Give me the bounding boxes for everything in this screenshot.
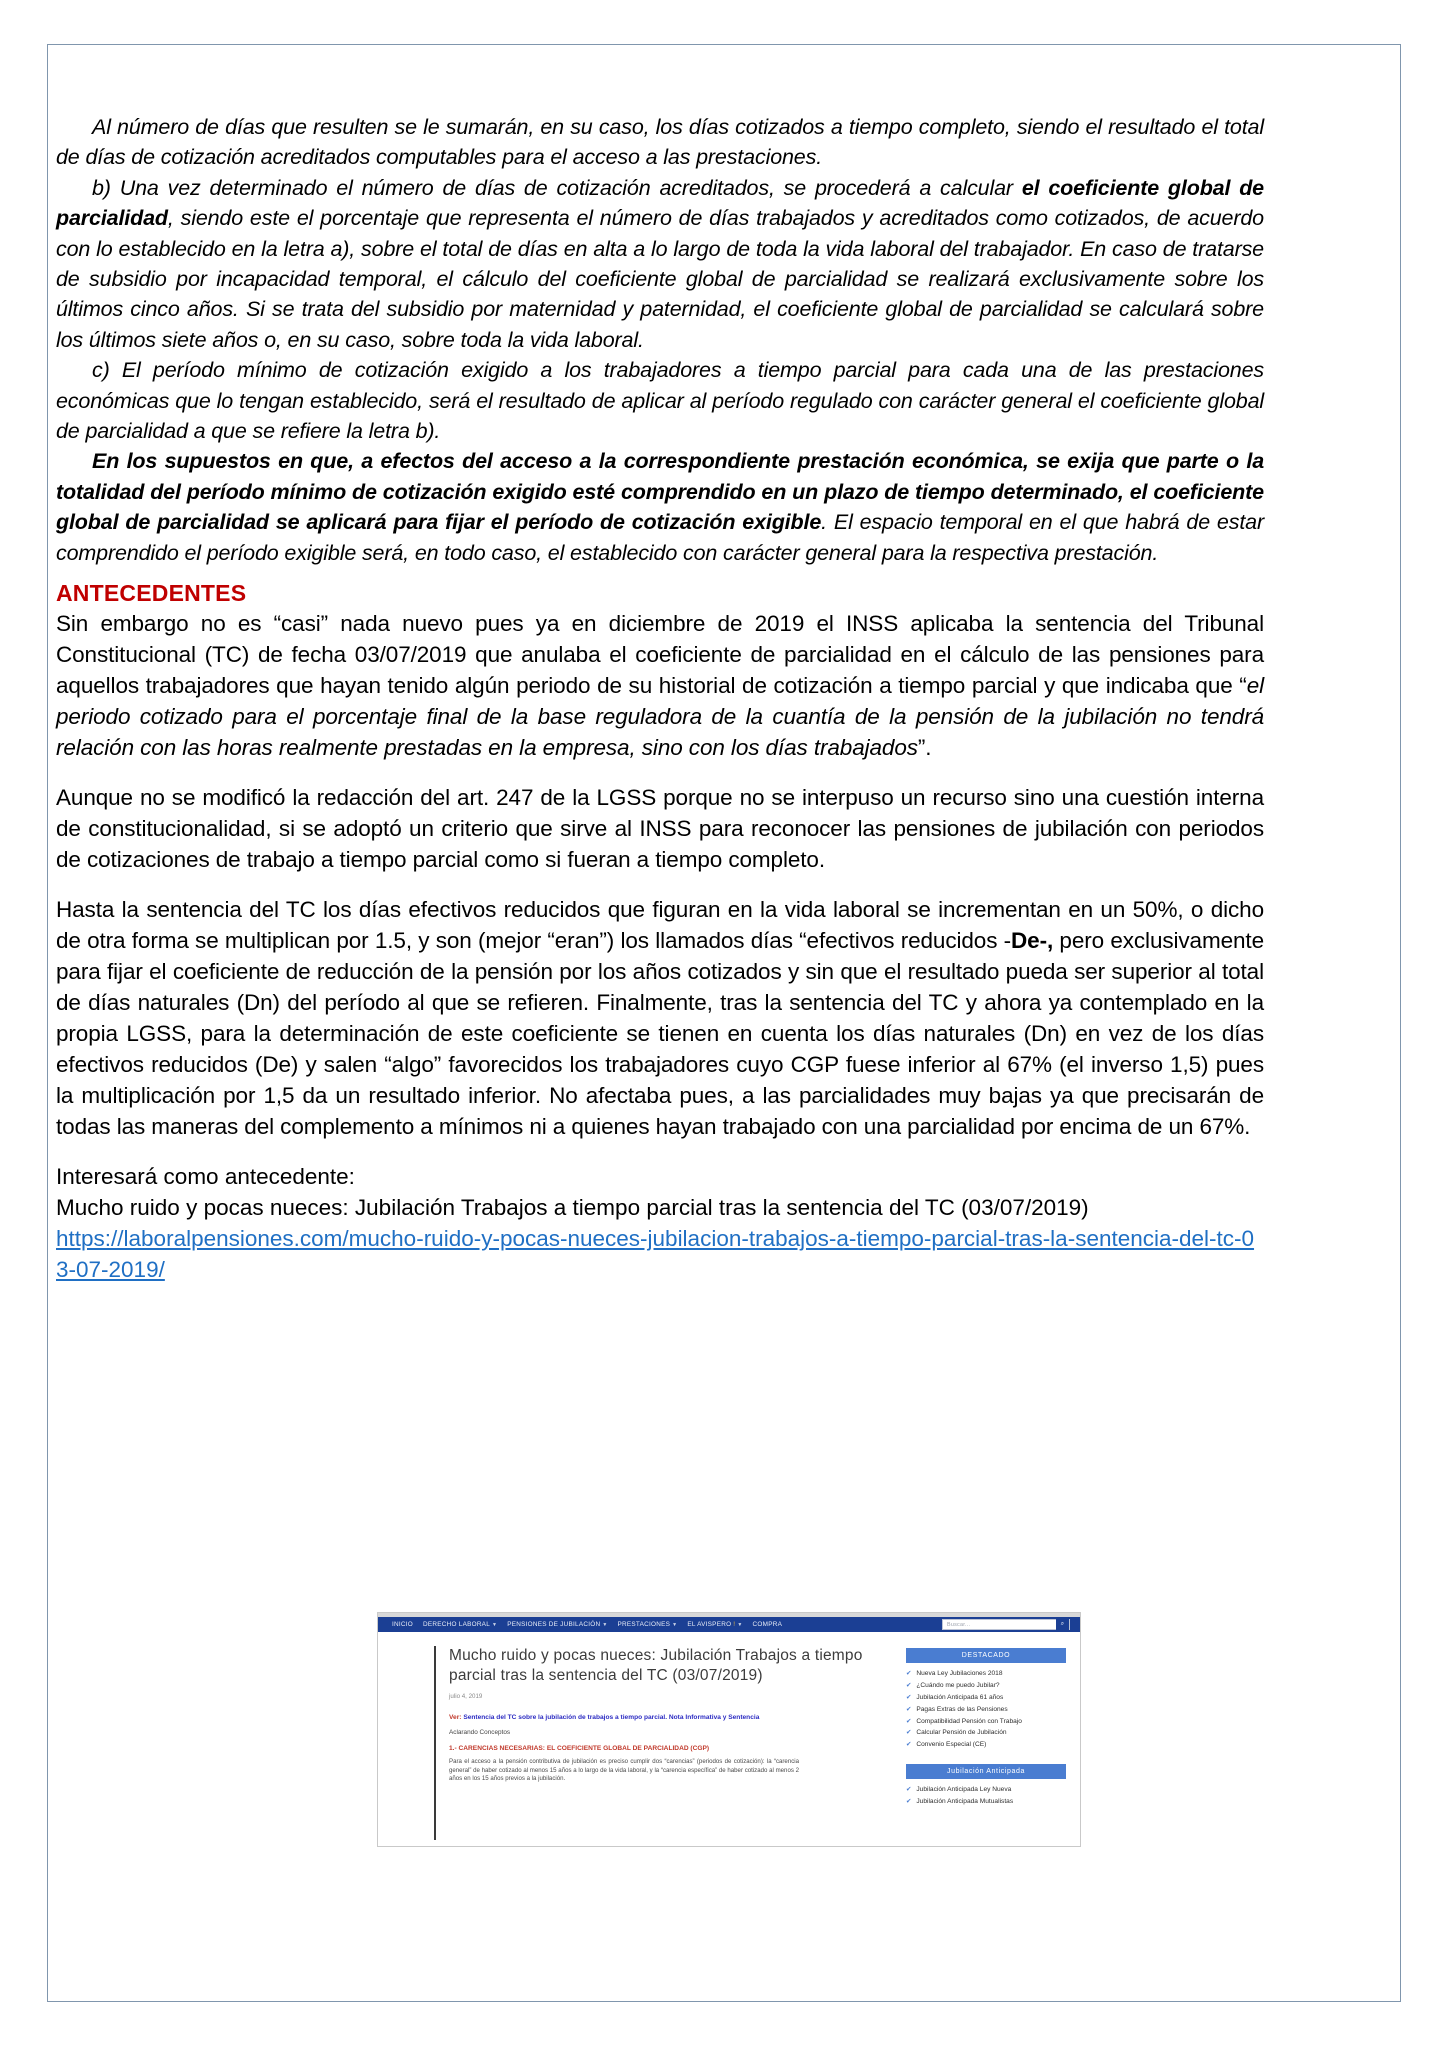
chevron-down-icon: ▼ <box>737 1621 743 1628</box>
reference-link-wrap <box>56 1223 1264 1285</box>
antecedentes-p3-b: pero exclusivamente para fijar el coeficiente de reducción de la pensión por los años cotizados y sin que el resultado pueda ser superior al total de días naturales (Dn) del período al que se refieren. Finalmente, tras la sentencia del TC y ahora ya contemplado en la propia LGSS, para la determinación de este coeficiente se tienen en cuenta los días naturales (Dn) en vez de los días efectivos reducidos (De) y salen “algo” favorecidos los trabajadores cuyo CGP fuese inferior al 67% (el inverso 1,5) pues la multiplicación por 1,5 da un resultado inferior. No afectaba pues, a las parcialidades muy bajas ya que precisarán de todas las maneras del complemento a mínimos ni a quienes hayan trabajado con una parcialidad por encima de un 67%. <box>56 928 1265 1140</box>
list-item[interactable] <box>906 1797 1066 1806</box>
list-item[interactable] <box>906 1681 1066 1690</box>
sidebar-widget-jubilacion-title: Jubilación Anticipada <box>906 1764 1066 1779</box>
nav-item-prestaciones-label: PRESTACIONES <box>617 1621 671 1628</box>
list-item-label: Jubilación Anticipada 61 años <box>916 1693 1004 1701</box>
nav-item-pensiones-label: PENSIONES DE JUBILACIÓN <box>507 1621 601 1628</box>
check-icon: ✔ <box>906 1798 912 1806</box>
search-input-placeholder[interactable]: Buscar... <box>947 1621 971 1628</box>
legal-paragraph-b <box>56 173 1264 355</box>
antecedentes-paragraph-4: Interesará como antecedente: <box>56 1164 355 1190</box>
site-navbar <box>378 1617 1080 1632</box>
article-column <box>436 1632 900 1847</box>
check-icon: ✔ <box>906 1729 912 1737</box>
list-item-label: Jubilación Anticipada Ley Nueva <box>916 1786 1012 1794</box>
embedded-website-screenshot <box>377 1612 1081 1847</box>
list-item[interactable] <box>906 1740 1066 1749</box>
chevron-down-icon: ▼ <box>672 1621 678 1628</box>
legal-paragraph-b-post: , siendo este el porcentaje que representa el número de días trabajados y acreditados como cotizados, de acuerdo con lo establecido en la letra a), sobre el total de días en alta a lo largo de toda la vida laboral del trabajador. En caso de tratarse de subsidio por incapacidad temporal, el cálculo del coeficiente global de parcialidad se realizará exclusivamente sobre los últimos cinco años. Si se trata del subsidio por maternidad y paternidad, el coeficiente global de parcialidad se calculará sobre los últimos siete años o, en su caso, sobre toda la vida laboral. <box>56 206 1264 352</box>
legal-paragraph-c-text: c) El período mínimo de cotización exigido a los trabajadores a tiempo parcial para cada una de las prestaciones económicas que lo tengan establecido, será el resultado de aplicar al período regulado con carácter general el coeficiente global de parcialidad a que se refiere la letra b). <box>56 358 1264 444</box>
site-sidebar <box>900 1632 1080 1847</box>
sidebar-widget-destacado-title: DESTACADO <box>906 1648 1066 1663</box>
legal-paragraph-c <box>56 355 1264 446</box>
list-item-label: Nueva Ley Jubilaciones 2018 <box>916 1670 1003 1677</box>
check-icon: ✔ <box>906 1741 912 1749</box>
article-inline-link-row[interactable] <box>449 1714 894 1721</box>
legal-paragraph-a-text: Al número de días que resulten se le sumarán, en su caso, los días cotizados a tiempo completo, siendo el resultado el total de días de cotización acreditados computables para el acceso a las prestaciones. <box>56 115 1264 170</box>
chevron-down-icon: ▼ <box>602 1621 608 1628</box>
list-item-label: ¿Cuándo me puedo Jubilar? <box>916 1681 1000 1689</box>
legal-paragraph-a <box>56 112 1264 173</box>
document-content <box>56 112 1264 1285</box>
article-title: Mucho ruido y pocas nueces: Jubilación Trabajos a tiempo parcial tras la sentencia del TC (03/07/2019) <box>449 1647 863 1684</box>
list-item-label: Pagas Extras de las Pensiones <box>916 1705 1008 1713</box>
antecedentes-p3-bold: De-, <box>1011 928 1054 954</box>
nav-item-el-avispero-bang: ! <box>733 1621 736 1628</box>
nav-item-inicio-label: INICIO <box>392 1621 414 1628</box>
chevron-down-icon: ▼ <box>492 1621 498 1628</box>
nav-item-el-avispero-label: EL AVISPERO <box>687 1621 732 1628</box>
article-subtitle: Aclarando Conceptos <box>449 1729 511 1736</box>
check-icon: ✔ <box>906 1693 912 1701</box>
nav-item-el-avispero[interactable] <box>687 1621 742 1628</box>
list-item-label: Jubilación Anticipada Mutualistas <box>916 1798 1014 1806</box>
sidebar-widget-destacado-list <box>906 1669 1066 1750</box>
article-paragraph: Para el acceso a la pensión contributiva de jubilación es preciso cumplir dos “carencias” (periodos de cotización): la “carencia general” de haber cotizado al menos 15 años a lo largo de la vida laboral, y la “carencia específica” de haber cotizado al menos 2 años en los 15 años previos a la jubilación. <box>449 1758 799 1783</box>
antecedentes-p1-quote: el periodo cotizado para el porcentaje final de la base reguladora de la cuantía de la pensión de la jubilación no tendrá relación con las horas realmente prestadas en la empresa, sino con los días trabajados <box>56 673 1264 761</box>
legal-paragraph-b-bold: el coeficiente global de parcialidad <box>56 175 1264 231</box>
antecedentes-p1-post: ”. <box>917 735 932 761</box>
legal-paragraph-d <box>56 446 1264 568</box>
list-item[interactable] <box>906 1785 1066 1794</box>
nav-item-pensiones-de-jubilacion[interactable] <box>507 1621 607 1628</box>
legal-paragraph-d-post: . El espacio temporal en el que habrá de estar comprendido el período exigible será, en todo caso, el establecido con carácter general para la respectiva prestación. <box>56 510 1264 565</box>
antecedentes-paragraph-3 <box>56 894 1264 1142</box>
list-item[interactable] <box>906 1669 1066 1678</box>
nav-item-derecho-laboral-label: DERECHO LABORAL <box>423 1621 490 1628</box>
check-icon: ✔ <box>906 1786 912 1794</box>
nav-item-compra-label: COMPRA <box>752 1621 783 1628</box>
check-icon: ✔ <box>906 1717 912 1725</box>
article-link-prefix: Ver: <box>449 1714 462 1721</box>
article-section-heading: 1.- CARENCIAS NECESARIAS: EL COEFICIENTE GLOBAL DE PARCIALIDAD (CGP) <box>449 1745 710 1752</box>
list-item[interactable] <box>906 1693 1066 1702</box>
section-heading-antecedentes: ANTECEDENTES <box>56 580 247 607</box>
reference-url-link[interactable]: https://laboralpensiones.com/mucho-ruido-y-pocas-nueces-jubilacion-trabajos-a-tiempo-parcial-tras-la-sentencia-del-tc-03-07-2019/ <box>56 1226 1255 1283</box>
check-icon: ✔ <box>906 1681 912 1689</box>
list-item-label: Convenio Especial (CE) <box>916 1741 987 1749</box>
site-body <box>378 1632 1080 1847</box>
antecedentes-paragraph-2: Aunque no se modificó la redacción del art. 247 de la LGSS porque no se interpuso un recurso sino una cuestión interna de constitucionalidad, si se adoptó un criterio que sirve al INSS para reconocer las pensiones de jubilación con periodos de cotizaciones de trabajo a tiempo parcial como si fueran a tiempo completo. <box>56 785 1264 873</box>
legal-paragraph-d-bold: En los supuestos en que, a efectos del acceso a la correspondiente prestación económica, se exija que parte o la totalidad del período mínimo de cotización exigido esté comprendido en un plazo de tiempo determinado, el coeficiente global de parcialidad se aplicará para fijar el período de cotización exigible <box>56 449 1264 535</box>
reference-title: Mucho ruido y pocas nueces: Jubilación Trabajos a tiempo parcial tras la sentencia del TC (03/07/2019) <box>56 1195 1089 1221</box>
nav-item-inicio[interactable] <box>392 1621 413 1628</box>
nav-item-prestaciones[interactable] <box>618 1621 678 1628</box>
sidebar-widget-jubilacion-list <box>906 1785 1066 1806</box>
sidebar-widget-gap <box>906 1752 1066 1764</box>
antecedentes-p3-a: Hasta la sentencia del TC los días efectivos reducidos que figuran en la vida laboral se incrementan en un 50%, o dicho de otra forma se multiplican por 1.5, y son (mejor “eran”) los llamados días “efectivos reducidos - <box>56 897 1264 954</box>
antecedentes-paragraph-1 <box>56 608 1264 763</box>
article-link-text[interactable]: Sentencia del TC sobre la jubilación de trabajos a tiempo parcial. Nota Informativa y Sentencia <box>463 1714 760 1721</box>
list-item-label: Compatibilidad Pensión con Trabajo <box>916 1717 1022 1725</box>
list-item[interactable] <box>906 1728 1066 1737</box>
antecedentes-p1-pre: Sin embargo no es “casi” nada nuevo pues ya en diciembre de 2019 el INSS aplicaba la sentencia del Tribunal Constitucional (TC) de fecha 03/07/2019 que anulaba el coeficiente de parcialidad en el cálculo de las pensiones para aquellos trabajadores que hayan tenido algún periodo de su historial de cotización a tiempo parcial y que indicaba que “ <box>56 611 1264 699</box>
list-item-label: Calcular Pensión de Jubilación <box>916 1729 1007 1737</box>
list-item[interactable] <box>906 1705 1066 1714</box>
nav-item-derecho-laboral[interactable] <box>423 1621 497 1628</box>
check-icon: ✔ <box>906 1670 912 1677</box>
nav-item-compra[interactable] <box>753 1621 783 1628</box>
article-date: julio 4, 2019 <box>449 1693 483 1700</box>
legal-paragraph-b-pre: b) Una vez determinado el número de días de cotización acreditados, se procederá a calcular <box>92 175 1022 200</box>
search-icon[interactable]: ⌕ <box>1056 1619 1069 1630</box>
list-item[interactable] <box>906 1717 1066 1726</box>
check-icon: ✔ <box>906 1705 912 1713</box>
search-box[interactable] <box>942 1619 1070 1630</box>
